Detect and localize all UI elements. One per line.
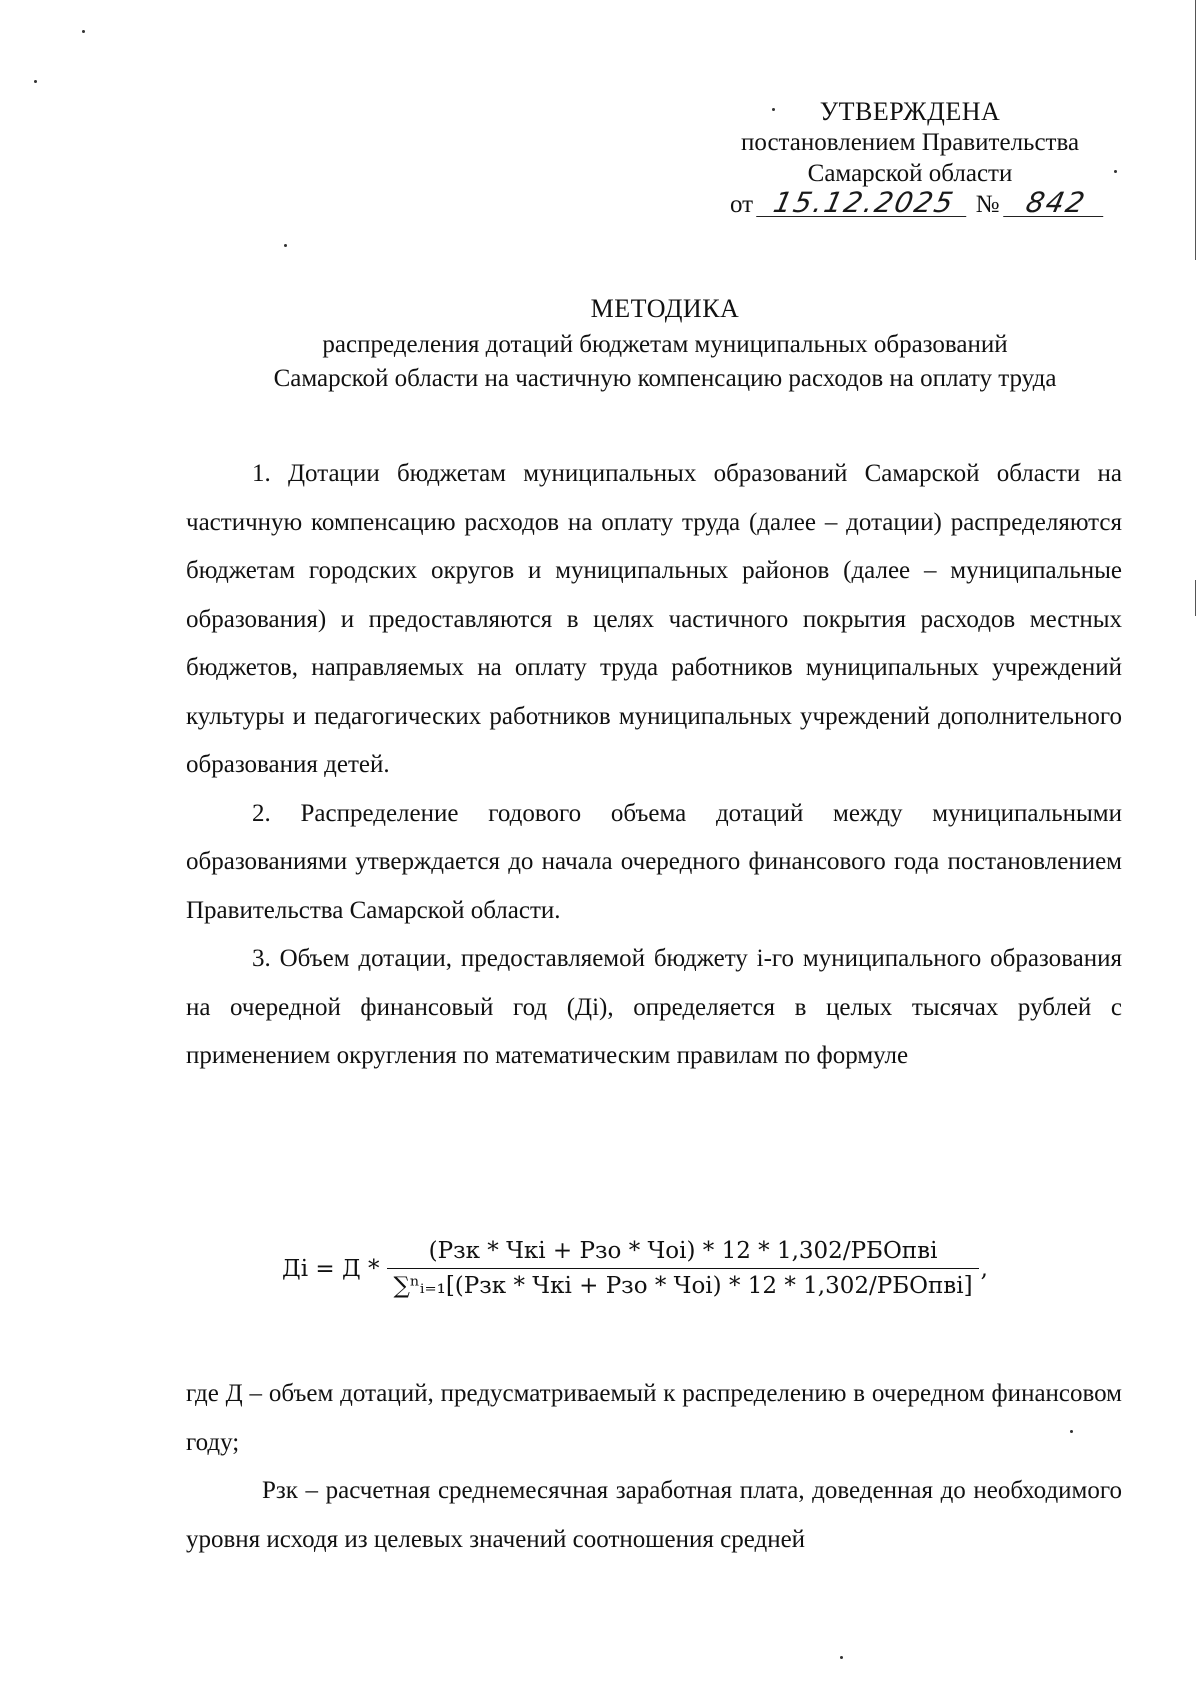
approval-date-line <box>730 186 1140 220</box>
approval-block <box>680 96 1140 220</box>
paragraph-3: 3. Объем дотации, предоставляемой бюджету i-го муниципального образования на очередной финансовый год (Дi), определяется в целых тысячах рублей с применением округления по математическим правилам по формуле <box>186 945 1122 1069</box>
handwritten-number: 842 <box>1003 190 1109 217</box>
document-body <box>186 450 1122 1081</box>
paragraph-1: 1. Дотации бюджетам муниципальных образований Самарской области на частичную компенсацию расходов на оплату труда (далее – дотации) распределяются бюджетам городских округов и муниципальных районов (далее – муниципальные образования) и предоставляются в целях частичного покрытия расходов местных бюджетов, направляемых на оплату труда работников муниципальных учреждений культуры и педагогических работников муниципальных учреждений дополнительного образования детей. <box>186 460 1122 778</box>
number-sign: № <box>975 191 1000 218</box>
document-title <box>180 292 1150 396</box>
document-body-continued <box>186 1370 1122 1564</box>
formula-lhs: Дi = Д * <box>282 1255 380 1282</box>
approval-line-2: Самарской области <box>807 160 1013 187</box>
scan-speck <box>772 108 775 111</box>
paragraph-5: Рзк – расчетная среднемесячная заработная плата, доведенная до необходимого уровня исходя из целевых значений соотношения средней <box>186 1477 1122 1553</box>
scan-speck <box>840 1656 843 1659</box>
title-main: МЕТОДИКА <box>590 294 740 323</box>
date-prefix: от <box>730 191 754 218</box>
scan-speck <box>34 80 37 83</box>
formula-numerator: (Рзк * Чкi + Рзо * Чоi) * 12 * 1,302/РБОпвi <box>428 1238 938 1264</box>
formula-denominator: ∑ⁿᵢ₌₁[(Рзк * Чкi + Рзо * Чоi) * 12 * 1,302/РБОпвi] <box>387 1268 978 1299</box>
formula-fraction <box>387 1238 978 1299</box>
handwritten-date: 15.12.2025 <box>756 190 972 217</box>
distribution-formula <box>282 1238 988 1299</box>
approval-line-1: постановлением Правительства <box>740 129 1080 156</box>
formula-tail: , <box>980 1255 988 1282</box>
paragraph-2: 2. Распределение годового объема дотаций между муниципальными образованиями утверждается до начала очередного финансового года постановлением Правительства Самарской области. <box>186 799 1122 924</box>
scan-speck <box>82 30 85 33</box>
scan-edge-line <box>1195 580 1197 616</box>
title-line-1: распределения дотаций бюджетам муниципальных образований <box>322 331 1008 358</box>
scan-speck <box>1114 170 1117 173</box>
scan-edge-line <box>1195 0 1197 260</box>
title-line-2: Самарской области на частичную компенсацию расходов на оплату труда <box>273 365 1057 392</box>
scan-speck <box>284 244 287 247</box>
paragraph-4: где Д – объем дотаций, предусматриваемый к распределению в очередном финансовом году; <box>186 1380 1122 1456</box>
scan-speck <box>1070 1430 1073 1433</box>
approved-heading: УТВЕРЖДЕНА <box>819 97 1001 126</box>
